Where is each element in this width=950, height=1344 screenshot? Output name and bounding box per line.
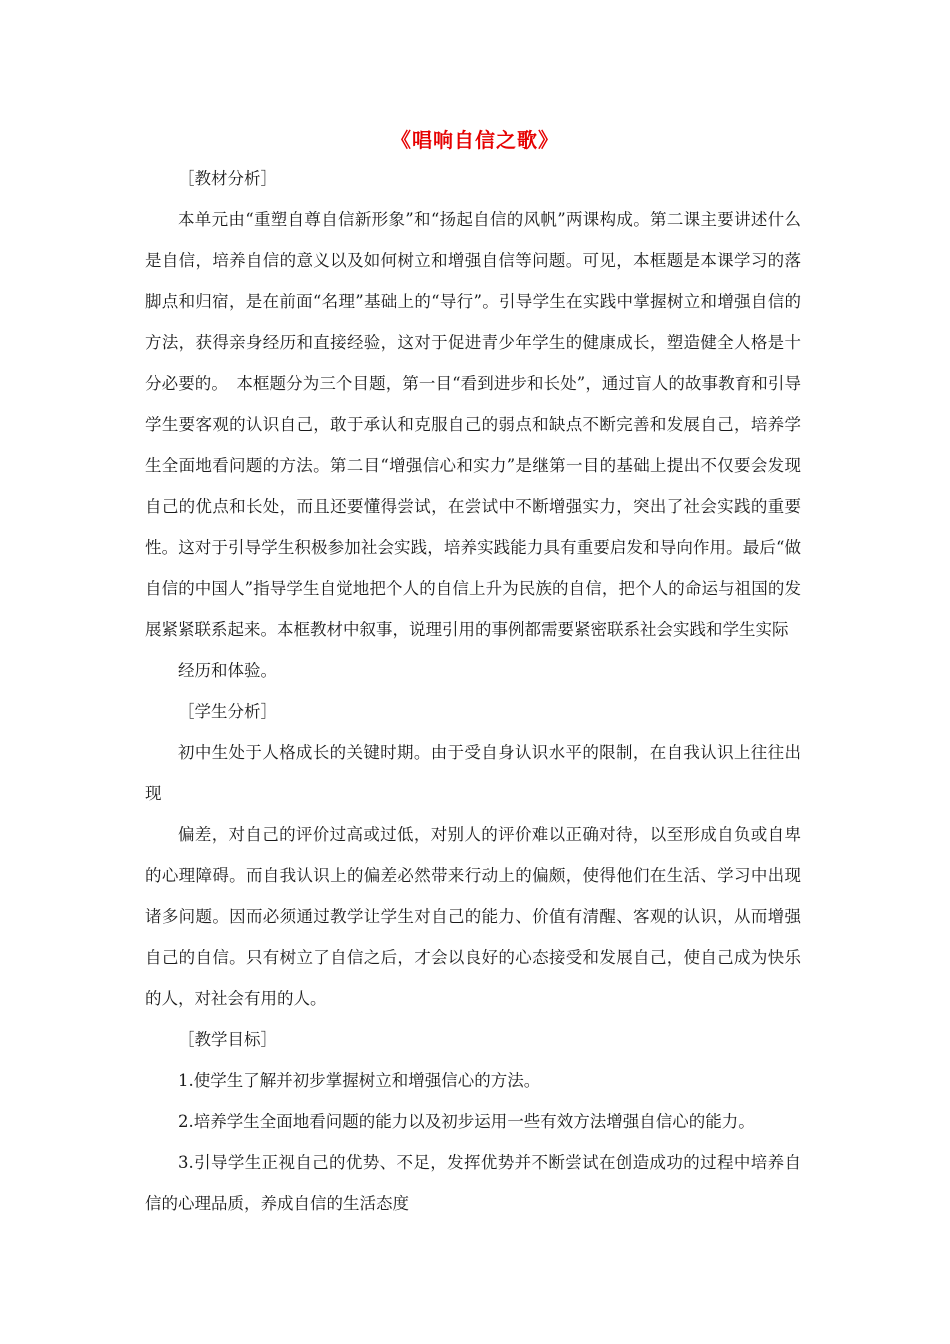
- document-title: 《唱响自信之歌》: [391, 128, 559, 152]
- textbook-analysis-continuation: 经历和体验。: [178, 661, 277, 680]
- student-analysis-paragraph-1: 初中生处于人格成长的关键时期。由于受自身认识水平的限制，在自我认识上往往出现: [145, 743, 801, 803]
- student-analysis-paragraph-2: 偏差，对自己的评价过高或过低，对别人的评价难以正确对待，以至形成自负或自卑的心理障碍。而自我认识上的偏差必然带来行动上的偏颇，使得他们在生活、学习中出现诸多问题。因而必须通过教学让学生对自己的能力、价值有清醒、客观的认识，从而增强自己的自信。只有树立了自信之后，才会以良好的心态接受和发展自己，使自己成为快乐的人，对社会有用的人。: [145, 825, 801, 1008]
- textbook-analysis-paragraph: 本单元由“重塑自尊自信新形象”和“扬起自信的风帆”两课构成。第二课主要讲述什么是自信，培养自信的意义以及如何树立和增强自信等问题。可见，本框题是本课学习的落脚点和归宿，是在前面“名理”基础上的“导行”。引导学生在实践中掌握树立和增强自信的方法，获得亲身经历和直接经验，这对于促进青少年学生的健康成长，塑造健全人格是十分必要的。 本框题分为三个目题，第一目“看到进步和长处”，通过盲人的故事教育和引导学生要客观的认识自己，敢于承认和克服自己的弱点和缺点不断完善和发展自己，培养学生全面地看问题的方法。第二目“增强信心和实力”是继第一目的基础上提出不仅要会发现自己的优点和长处，而且还要懂得尝试，在尝试中不断增强实力，突出了社会实践的重要性。这对于引导学生积极参加社会实践，培养实践能力具有重要启发和导向作用。最后“做自信的中国人”指导学生自觉地把个人的自信上升为民族的自信，把个人的命运与祖国的发展紧紧联系起来。本框教材中叙事，说理引用的事例都需要紧密联系社会实践和学生实际: [145, 210, 801, 639]
- section-heading-student-analysis: ［学生分析］: [178, 702, 277, 721]
- teaching-goal-item: 1.使学生了解并初步掌握树立和增强信心的方法。: [178, 1071, 541, 1090]
- section-heading-textbook-analysis: ［教材分析］: [178, 169, 277, 188]
- section-heading-teaching-goals: ［教学目标］: [178, 1030, 277, 1049]
- teaching-goal-item: 3.引导学生正视自己的优势、不足，发挥优势并不断尝试在创造成功的过程中培养自信的心理品质，养成自信的生活态度: [145, 1153, 801, 1213]
- document-body: [145, 158, 801, 1224]
- teaching-goal-item: 2.培养学生全面地看问题的能力以及初步运用一些有效方法增强自信心的能力。: [178, 1112, 755, 1131]
